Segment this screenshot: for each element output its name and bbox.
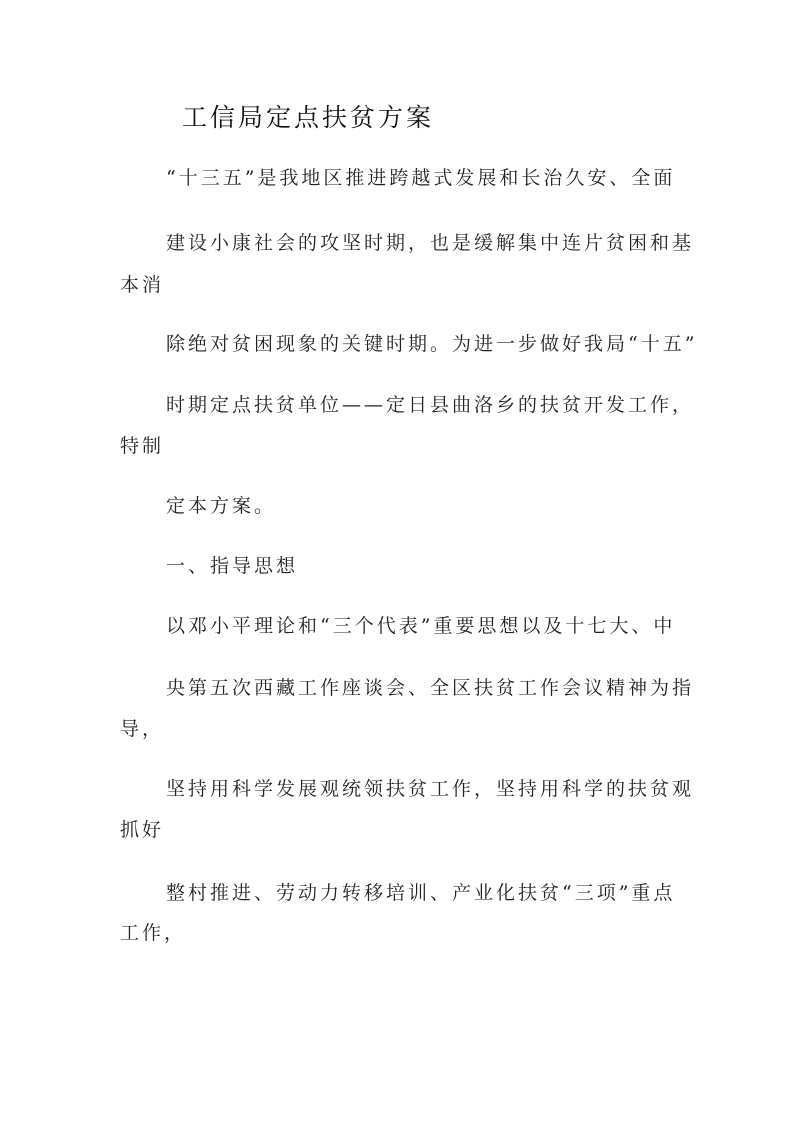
body-text-line: 本消 — [120, 274, 165, 296]
document-title: 工信局定点扶贫方案 — [182, 103, 435, 132]
body-text-line: “十三五”是我地区推进跨越式发展和长治久安、全面 — [166, 167, 676, 189]
body-text-line: 时期定点扶贫单位——定日县曲洛乡的扶贫开发工作， — [166, 394, 695, 416]
body-text-line: 以邓小平理论和“三个代表”重要思想以及十七大、中 — [166, 615, 676, 637]
section-heading: 一、指导思想 — [166, 555, 299, 577]
body-text-line: 建设小康社会的攻坚时期，也是缓解集中连片贫困和基 — [166, 232, 695, 254]
body-text-line: 除绝对贫困现象的关键时期。为进一步做好我局“十五” — [166, 333, 698, 355]
body-text-line: 导， — [120, 718, 165, 740]
body-text-line: 央第五次西藏工作座谈会、全区扶贫工作会议精神为指 — [166, 677, 695, 699]
body-text-line: 特制 — [120, 435, 165, 457]
body-text-line: 定本方案。 — [166, 495, 277, 517]
body-text-line: 整村推进、劳动力转移培训、产业化扶贫“三项”重点 — [166, 882, 676, 904]
body-text-line: 坚持用科学发展观统领扶贫工作，坚持用科学的扶贫观 — [166, 778, 695, 800]
body-text-line: 抓好 — [120, 819, 165, 841]
body-text-line: 工作， — [120, 922, 187, 944]
